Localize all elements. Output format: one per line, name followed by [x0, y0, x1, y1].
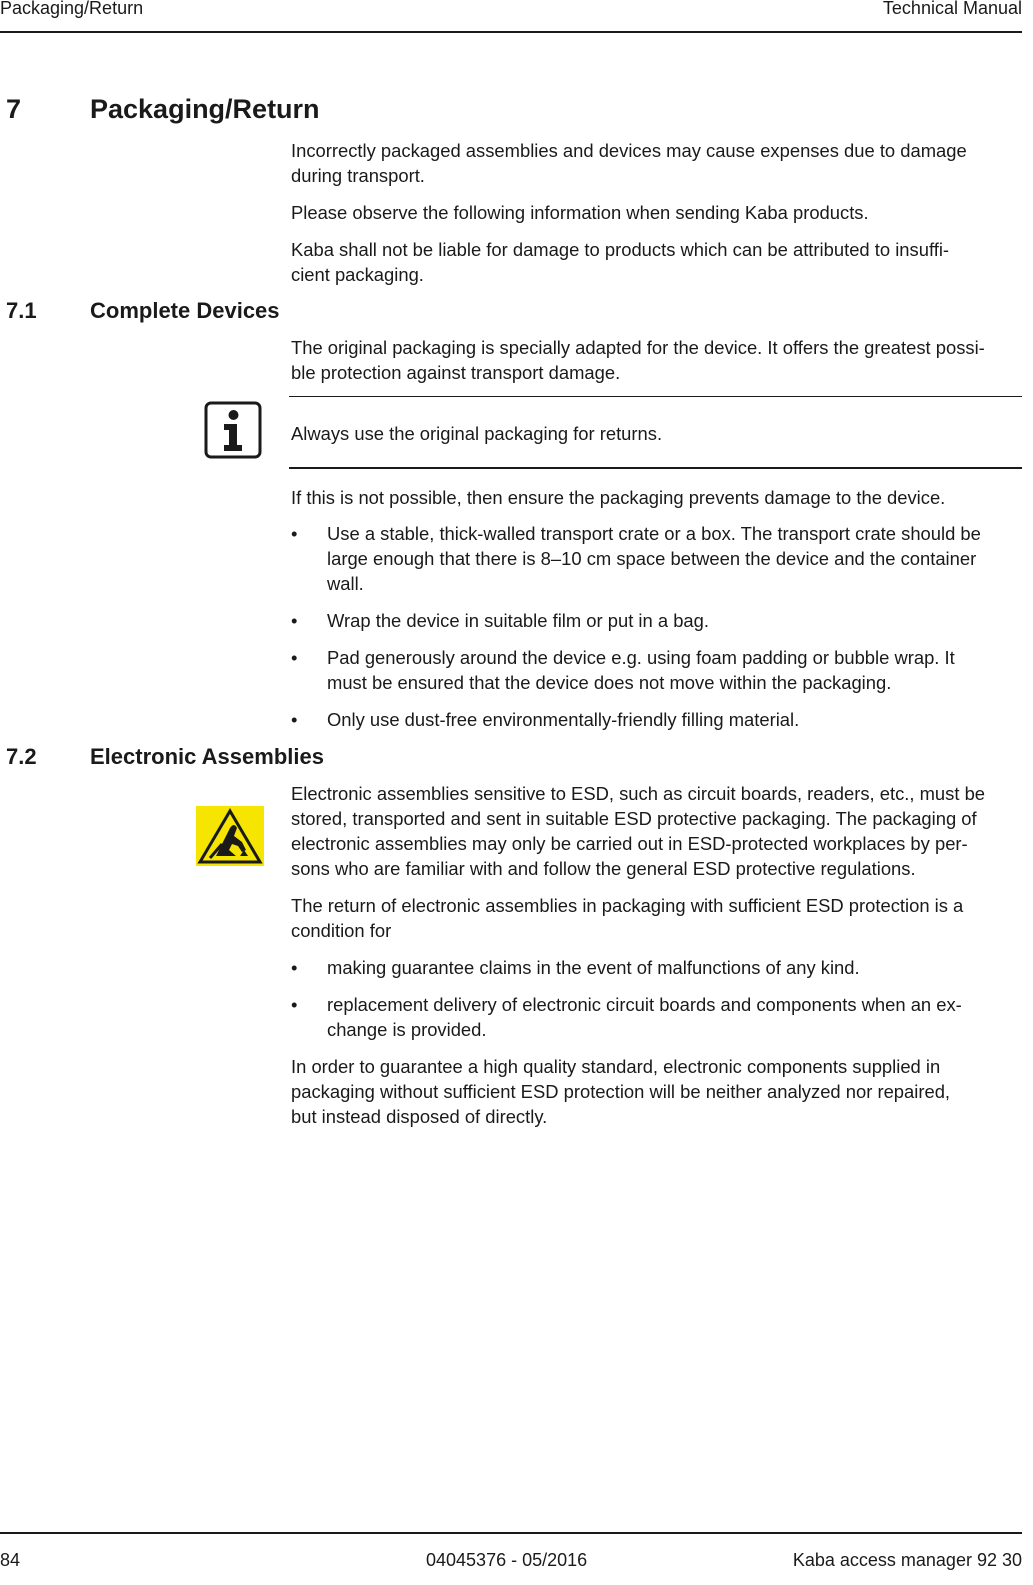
paragraph: Please observe the following information when sending Kaba products.: [291, 202, 869, 223]
page-number: 84: [0, 1550, 21, 1570]
section-7-2-body: [291, 781, 1023, 1129]
section-number: 7: [6, 94, 22, 124]
product-name: Kaba access manager 92 30: [792, 1550, 1022, 1570]
info-note-box: [289, 396, 1022, 469]
list-item: • making guarantee claims in the event of malfunctions of any kind.: [291, 957, 860, 978]
paragraph: The original packaging is specially adapted for the device. It offers the greatest possi- ble protection against transport damage.: [291, 337, 985, 383]
list-item: • Pad generously around the device e.g. using foam padding or bubble wrap. It must be ensured that the device does not move within the packaging.: [291, 647, 955, 693]
bullet-list: [291, 955, 1023, 1042]
bullet-glyph: •: [291, 994, 298, 1015]
paragraph: In order to guarantee a high quality standard, electronic components supplied in packaging without sufficient ESD protection will be neither analyzed nor repaired, but instead disposed of directly.: [291, 1056, 951, 1127]
list-item: • replacement delivery of electronic circuit boards and components when an ex- change is provided.: [291, 994, 962, 1040]
section-title: Complete Devices: [90, 298, 280, 323]
esd-warning-icon: [196, 806, 264, 866]
info-note-text: Always use the original packaging for returns.: [291, 423, 663, 444]
page-header: [0, 0, 1022, 33]
section-number: 7.1: [6, 298, 37, 323]
paragraph: Electronic assemblies sensitive to ESD, such as circuit boards, readers, etc., must be stored, transported and sent in suitable ESD protective packaging. The packaging of electronic assemblies may only be carried out in ESD-protected workplaces by per- sons who are familiar with and follow the general ESD protective regulations.: [291, 783, 986, 879]
header-doc-type: Technical Manual: [882, 0, 1022, 18]
section-7-1-body: [291, 485, 1023, 732]
bullet-glyph: •: [291, 957, 298, 978]
paragraph: Incorrectly packaged assemblies and devices may cause expenses due to damage during transport.: [291, 140, 967, 186]
page-footer: [0, 1532, 1022, 1574]
paragraph: Kaba shall not be liable for damage to products which can be attributed to insuffi- cient packaging.: [291, 239, 950, 285]
bullet-list: [291, 521, 1023, 732]
bullet-glyph: •: [291, 523, 298, 544]
header-chapter: Packaging/Return: [0, 0, 144, 18]
list-item: • Wrap the device in suitable film or put in a bag.: [291, 610, 709, 631]
info-icon: [204, 401, 262, 459]
section-7-body: [291, 138, 1023, 287]
document-number: 04045376 - 05/2016: [426, 1550, 588, 1570]
section-number: 7.2: [6, 744, 37, 769]
bullet-glyph: •: [291, 709, 298, 730]
bullet-glyph: •: [291, 610, 298, 631]
section-title: Packaging/Return: [90, 94, 320, 124]
section-7-1-intro: [291, 335, 1023, 385]
section-title: Electronic Assemblies: [90, 744, 324, 769]
list-item: • Only use dust-free environmentally-friendly filling material.: [291, 709, 800, 730]
paragraph: The return of electronic assemblies in packaging with sufficient ESD protection is a condition for: [291, 895, 964, 941]
paragraph: If this is not possible, then ensure the packaging prevents damage to the device.: [291, 487, 946, 508]
bullet-glyph: •: [291, 647, 298, 668]
list-item: • Use a stable, thick-walled transport crate or a box. The transport crate should be large enough that there is 8–10 cm space between the device and the container wall.: [291, 523, 981, 594]
